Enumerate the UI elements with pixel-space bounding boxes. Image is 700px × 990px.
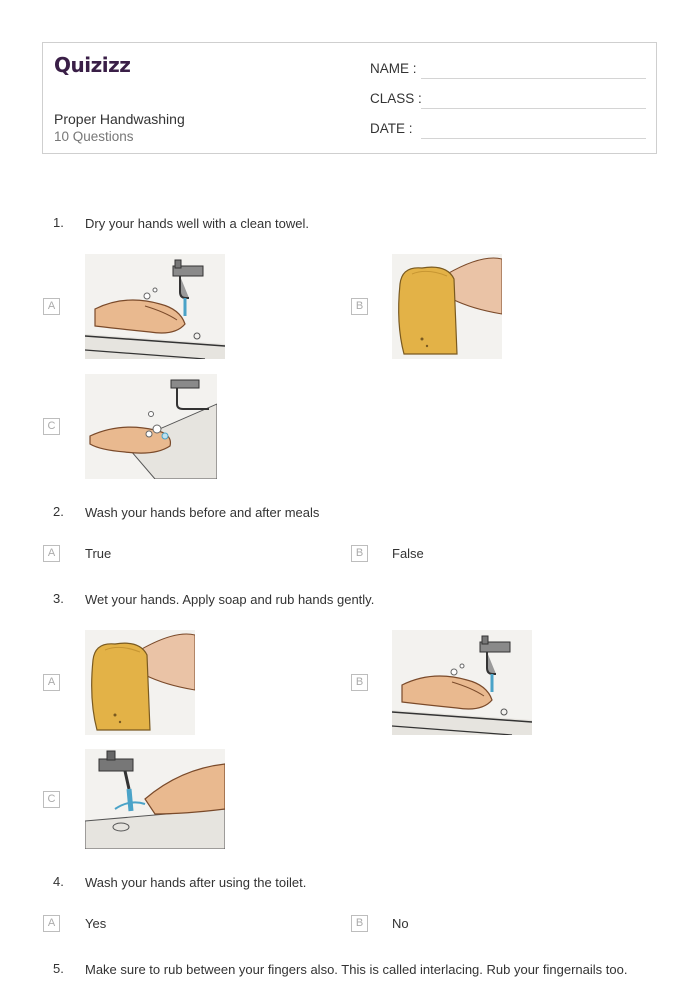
option-b-box[interactable]: B (351, 674, 368, 691)
option-a-text[interactable]: True (85, 546, 112, 561)
date-label: DATE : (370, 121, 413, 136)
question-text: Make sure to rub between your fingers also. This is called interlacing. Rub your fingernails too. (85, 962, 628, 977)
hands-drying-with-towel-picture[interactable] (85, 630, 195, 735)
class-field[interactable] (421, 108, 646, 109)
option-a-box[interactable]: A (43, 674, 60, 691)
option-b-text[interactable]: No (392, 916, 409, 931)
option-a-box[interactable]: A (43, 915, 60, 932)
name-field[interactable] (421, 78, 646, 79)
option-a-box[interactable]: A (43, 298, 60, 315)
option-c-box[interactable]: C (43, 791, 60, 808)
option-b-box[interactable]: B (351, 915, 368, 932)
question-text: Dry your hands well with a clean towel. (85, 216, 309, 231)
hands-drying-with-towel-picture[interactable] (392, 254, 502, 359)
option-b-text[interactable]: False (392, 546, 424, 561)
date-field[interactable] (421, 138, 646, 139)
question-number: 5. (53, 961, 64, 976)
hands-washing-under-tap-picture[interactable] (392, 630, 532, 735)
hands-rinsing-under-tap-picture[interactable] (85, 749, 225, 849)
option-a-box[interactable]: A (43, 545, 60, 562)
option-b-box[interactable]: B (351, 298, 368, 315)
hands-washing-under-tap-picture[interactable] (85, 254, 225, 359)
question-number: 2. (53, 504, 64, 519)
class-label: CLASS : (370, 91, 422, 106)
question-text: Wet your hands. Apply soap and rub hands gently. (85, 592, 375, 607)
question-number: 3. (53, 591, 64, 606)
name-label: NAME : (370, 61, 417, 76)
worksheet-header (42, 42, 657, 154)
option-c-box[interactable]: C (43, 418, 60, 435)
question-number: 4. (53, 874, 64, 889)
question-count: 10 Questions (54, 129, 134, 144)
option-a-text[interactable]: Yes (85, 916, 107, 931)
question-text: Wash your hands before and after meals (85, 505, 320, 520)
hands-soaping-under-tap-picture[interactable] (85, 374, 217, 479)
question-text: Wash your hands after using the toilet. (85, 875, 307, 890)
quizizz-logo: Quizizz (54, 53, 131, 77)
option-b-box[interactable]: B (351, 545, 368, 562)
question-number: 1. (53, 215, 64, 230)
worksheet-title: Proper Handwashing (54, 111, 185, 127)
